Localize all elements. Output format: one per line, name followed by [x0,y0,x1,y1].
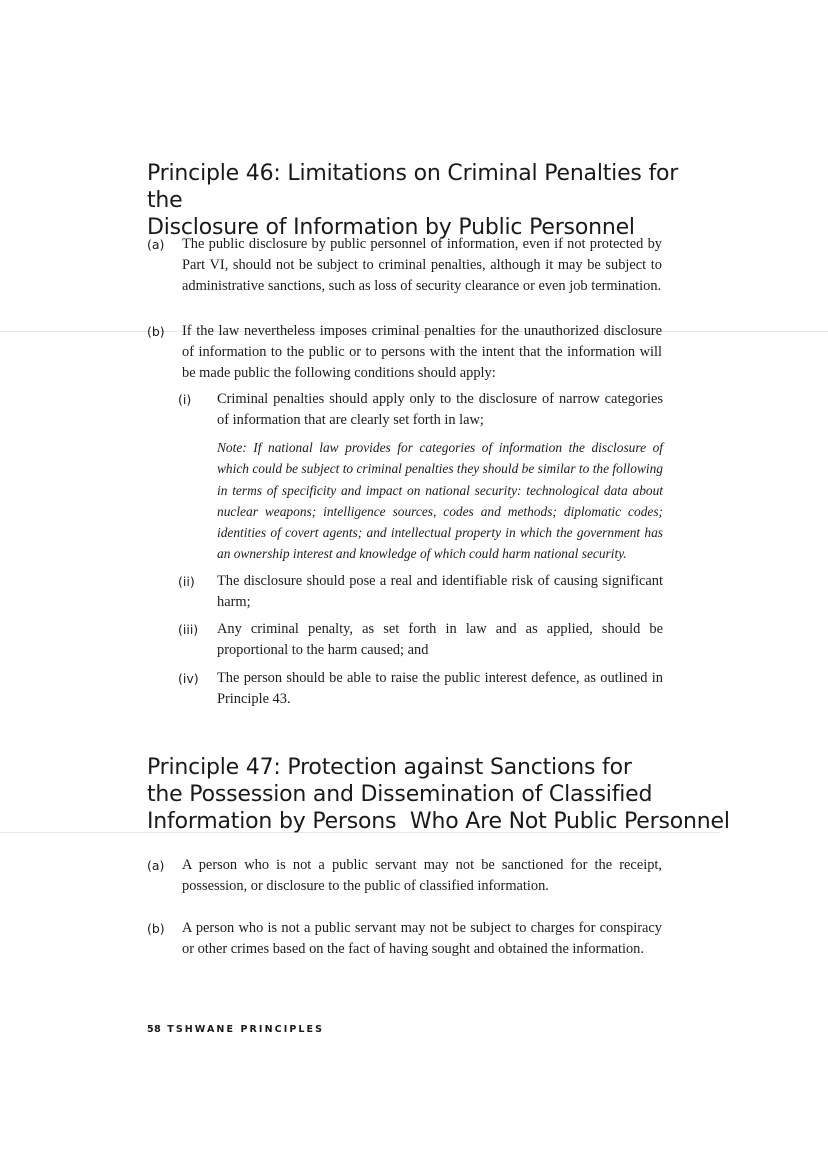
principle-46-note: Note: If national law provides for categories of information the disclosure of which could be subject to criminal penalties they should be similar to the following in terms of specificity and impact on national security: technological data about nuclear weapons; intelligence sources, codes and methods; diplomatic codes; identities of covert agents; and intellectual property in which the government has an ownership interest and knowledge of which could harm national security. [217,440,663,562]
paragraph-marker: (a) [147,237,165,252]
heading-line: Information by Persons Who Are Not Public Personnel [147,809,730,834]
heading-line: Principle 47: Protection against Sanctions for [147,755,632,780]
paragraph-text: If the law nevertheless imposes criminal penalties for the unauthorized disclosure of information to the public or to persons with the intent that the information will be made public the following conditions should apply: [182,323,662,381]
item-text: The person should be able to raise the public interest defence, as outlined in Principle 43. [217,670,663,707]
principle-46-paragraph-a [147,234,662,297]
page-footer [147,1024,324,1035]
paragraph-marker: (b) [147,921,165,936]
heading-line: Principle 46: Limitations on Criminal Penalties for the [147,161,679,213]
principle-47-heading [147,754,730,835]
paragraph-marker: (b) [147,324,165,339]
page-number: 58 [147,1024,162,1035]
principle-47-paragraph-b [147,918,662,960]
heading-line: the Possession and Dissemination of Classified [147,782,653,807]
principle-46-item-iv [178,668,663,710]
heading-line: Disclosure of Information by Public Personnel [147,215,635,240]
item-text: Any criminal penalty, as set forth in law and as applied, should be proportional to the harm caused; and [217,621,663,658]
item-text: The disclosure should pose a real and identifiable risk of causing significant harm; [217,573,663,610]
item-marker: (iv) [178,671,199,686]
principle-46-heading [147,160,707,241]
item-text: Criminal penalties should apply only to the disclosure of narrow categories of information that are clearly set forth in law; [217,391,663,428]
principle-46-item-iii [178,619,663,661]
paragraph-text: The public disclosure by public personnel of information, even if not protected by Part VI, should not be subject to criminal penalties, although it may be subject to administrative sanctions, such as loss of security clearance or even job termination. [182,236,662,294]
paragraph-marker: (a) [147,858,165,873]
paragraph-text: A person who is not a public servant may not be subject to charges for conspiracy or other crimes based on the fact of having sought and obtained the information. [182,920,662,957]
principle-46-paragraph-b [147,321,662,384]
item-marker: (i) [178,392,192,407]
principle-46-item-i [178,389,663,431]
item-marker: (iii) [178,622,199,637]
item-marker: (ii) [178,574,195,589]
principle-47-paragraph-a [147,855,662,897]
running-title: TSHWANE PRINCIPLES [167,1024,325,1035]
principle-46-item-ii [178,571,663,613]
paragraph-text: A person who is not a public servant may not be sanctioned for the receipt, possession, or disclosure to the public of classified information. [182,857,662,894]
